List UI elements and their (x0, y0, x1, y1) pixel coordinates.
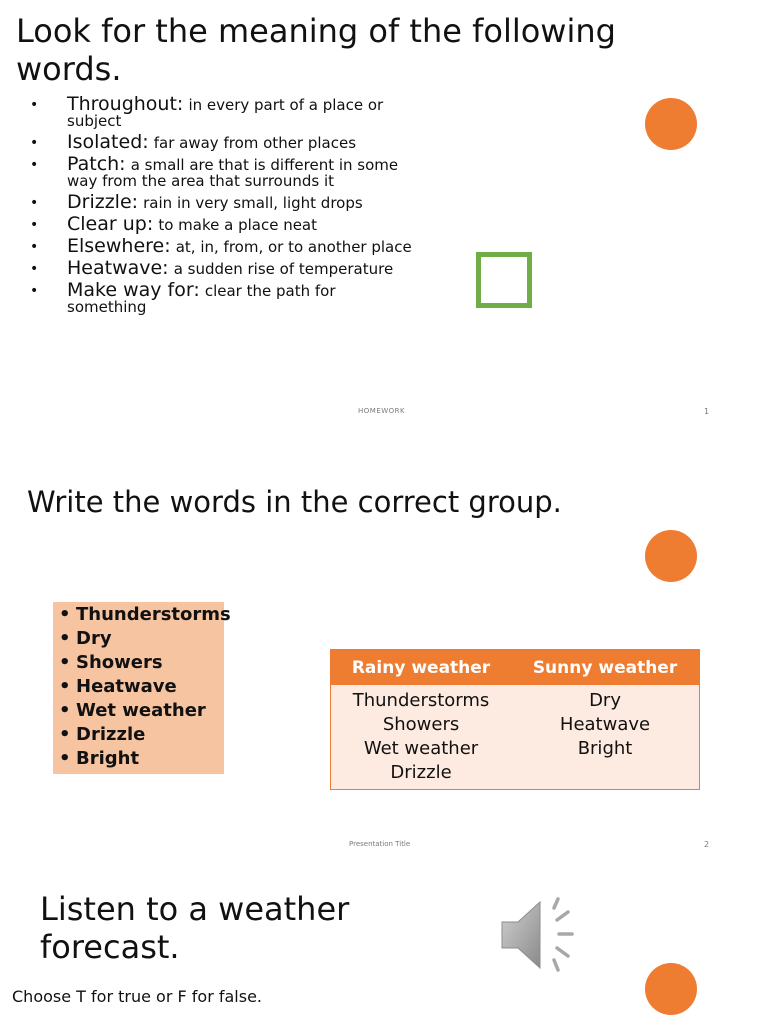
column-header-sunny: Sunny weather (511, 650, 699, 686)
rainy-cell: Thunderstorms Showers Wet weather Drizzle (331, 685, 512, 790)
speaker-icon[interactable] (498, 896, 584, 974)
sunny-cell: Dry Heatwave Bright (511, 685, 699, 790)
list-item: • Heatwave: a sudden rise of temperature (30, 257, 394, 279)
orange-circle-shape (645, 98, 697, 150)
list-item: • Drizzle (59, 724, 146, 745)
list-item: • Isolated: far away from other places (30, 131, 357, 153)
list-item: • Elsewhere: at, in, from, or to another place (30, 235, 412, 257)
slide-3 (0, 864, 768, 1024)
list-item: • Heatwave (59, 676, 177, 697)
list-item: • Showers (59, 652, 163, 673)
slide-2-title: Write the words in the correct group. (27, 485, 562, 519)
page-number: 2 (704, 840, 710, 849)
page-number: 1 (704, 407, 710, 416)
weather-groups-table (330, 649, 700, 790)
list-item: • Thunderstorms (59, 604, 231, 625)
vocabulary-list (30, 93, 412, 321)
orange-circle-shape (645, 963, 697, 1015)
slide-1-title: Look for the meaning of the following words. (16, 12, 616, 88)
green-square-shape (476, 252, 532, 308)
slide-3-title: Listen to a weather forecast. (40, 890, 350, 966)
list-item: • Dry (59, 628, 112, 649)
list-item: • Bright (59, 748, 140, 769)
orange-circle-shape (645, 530, 697, 582)
slide-footer: Presentation Title (349, 840, 411, 848)
column-header-rainy: Rainy weather (331, 650, 512, 686)
word-bank (53, 602, 231, 774)
list-item: • Wet weather (59, 700, 206, 721)
list-item: • Clear up: to make a place neat (30, 213, 317, 235)
list-item: • Throughout: in every part of a place or subject (30, 93, 384, 130)
list-item: • Make way for: clear the path for something (30, 279, 336, 316)
list-item: • Patch: a small are that is different in some way from the area that surrounds it (30, 153, 399, 190)
table-row (331, 685, 700, 790)
list-item: • Drizzle: rain in very small, light drops (30, 191, 363, 213)
slide-1 (0, 0, 768, 432)
slide-footer: HOMEWORK (358, 407, 406, 415)
slide-2 (0, 432, 768, 864)
instruction-text: Choose T for true or F for false. (12, 987, 262, 1006)
